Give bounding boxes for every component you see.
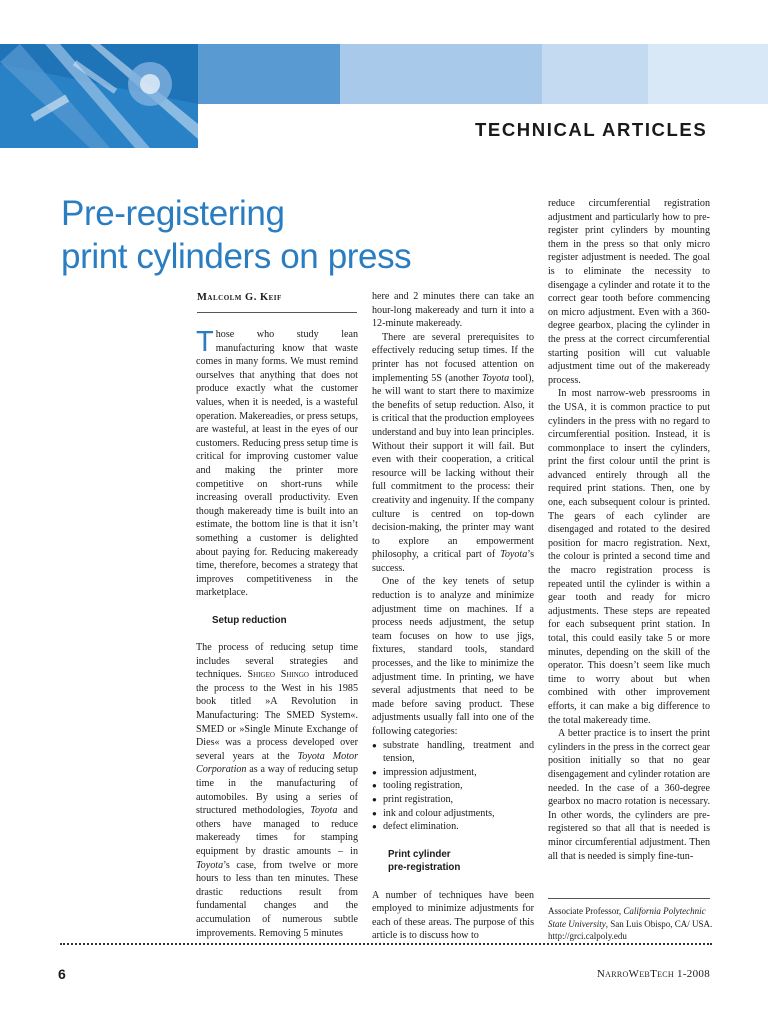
author-footnote: Associate Professor, California Polytechnic State University, San Luis Obispo, CA/ USA. http://grci.calpoly.edu xyxy=(548,906,713,942)
subhead-setup-reduction: Setup reduction xyxy=(212,614,287,626)
author-name: Malcolm G. Keif xyxy=(197,292,282,303)
article-title xyxy=(61,192,481,278)
author-rule xyxy=(197,312,357,313)
list-item: ● defect elimination. xyxy=(372,820,534,834)
intro-paragraph: Those who study lean manufacturing know that waste comes in many forms. We must remind ourselves that anything that does not produce exactly what the customer values, when it is needed, is a wasteful operation. Makereadies, or press setups, are wasteful, at least in the eyes of our customers. Reducing press setup time is critical for improving customer value and making the printer more competitive on short-runs while increasing overall productivity. Even though makeready time is built into an estimate, the bottom line is that it isn’t something a customer is delighted about paying for. Reducing makeready time, therefore, becomes a strategy that improves competitiveness in the marketplace. xyxy=(196,326,358,599)
list-item: ● tooling registration, xyxy=(372,779,534,793)
body-paragraph: A better practice is to insert the print cylinders in the press in the correct gear position initially so that no gear disengagement and cylinder rotation are needed. In the case of a 360-degree gearbox no macro rotation is necessary. In other words, the cylinders are pre-registered so that all that is needed is minor circumferential adjustment. Then all that is needed is simply fine-tun- xyxy=(548,728,710,862)
title-line-2: print cylinders on press xyxy=(61,237,412,276)
header-banner xyxy=(0,0,768,148)
header-photo xyxy=(0,44,198,148)
journal-name: NarroWebTech 1-2008 xyxy=(596,968,710,980)
body-paragraph: reduce circumferential registration adjustment and particularly how to pre-register print cylinders by mounting them in the press so that only micro register adjustment is needed. The goal is to eliminate the necessity to disengage a cylinder and rotate it to the correct gear tooth before commencing on micro adjustment. Even with a 360-degree gearbox, placing the cylinder in the press at the correct circumferential starting position will cut valuable adjustment time out of the makeready process. xyxy=(548,198,710,386)
footer-dotted-rule xyxy=(60,943,712,947)
column-2 xyxy=(372,290,534,943)
body-paragraph: One of the key tenets of setup reduction is to analyze and minimize adjustment time on machines. If a process needs adjustment, the setup team focuses on how to use jigs, fixtures, standard tools, standard processes, and the like to minimize the adjustment time. In printing, we have several adjustments that need to be made before saving product. These adjustments usually fall into one of the following categories: xyxy=(372,576,534,737)
drop-cap: T xyxy=(196,326,214,358)
section-title: TECHNICAL ARTICLES xyxy=(475,119,708,140)
list-item: ● substrate handling, treatment and tension, xyxy=(372,739,534,766)
list-item: ● print registration, xyxy=(372,793,534,807)
body-paragraph: The process of reducing setup time includes several strategies and techniques. Shigeo Shingo introduced the process to the West in his 1985 book titled »A Revolution in Manufacturing: The SMED System«. SMED or »Single Minute Exchange of Dies« was a process developed over several years at the Toyota Motor Corporation as a way of reducing setup time in the manufacturing of automobiles. By using a series of structured methodologies, Toyota and others have managed to reduce makeready times for stamping equipment by drastic amounts – in Toyota’s case, from twelve or more hours to less than ten minutes. These drastic reductions result from fundamental changes and the accumulation of numerous subtle improvements. Removing 5 minutes xyxy=(196,642,359,939)
subhead-pre-registration: Print cylinder pre-registration xyxy=(388,848,461,874)
list-item: ● impression adjustment, xyxy=(372,766,534,780)
list-item: ● ink and colour adjustments, xyxy=(372,807,534,821)
body-paragraph: here and 2 minutes there can take an hour-long makeready and turn it into a 12-minute makeready. xyxy=(372,291,534,330)
body-paragraph: In most narrow-web pressrooms in the USA, it is common practice to put cylinders in the press with no regard to circumferential position. Instead, it is commonplace to insert the cylinders, print the first colour until the print is advanced entirely through all the required print stations. Then, one by one, each subsequent colour is printed. The gears of each cylinder are disengaged and rotated to the desired position for macro registration. Next, the colour is printed a second time and the macro registration process is repeated until the cylinder is within a gear tooth and ready for micro adjustments. These steps are repeated for each subsequent print station. In total, this could easily take 5 or more minutes, depending on the skill of the operator. This doesn’t seem like much time to worry about but when combined with other improvement efforts, it can make a big difference to the total makeready time. xyxy=(548,388,710,726)
column-1 xyxy=(196,328,358,940)
footnote-rule xyxy=(548,898,710,899)
body-paragraph: There are several prerequisites to effectively reducing setup times. If the printer has not focused attention on implementing 5S (another Toyota tool), he will want to start there to maximize the benefits of setup reduction. Also, it is critical that the production employees understand and buy into lean principles. Without their support it will fail. But even with their cooperation, a critical resource will be lacking without their full commitment to the process: their creativity and ingenuity. If the company culture is centred on top-down decision-making, the printer may want to explore an empowerment philosophy, a critical part of Toyota’s success. xyxy=(372,331,534,574)
title-line-1: Pre-registering xyxy=(61,194,285,233)
body-paragraph: A number of techniques have been employed to minimize adjustments for each of these areas. The purpose of this article is to discuss how to xyxy=(372,889,534,942)
page-number: 6 xyxy=(58,966,66,982)
column-3 xyxy=(548,197,710,863)
adjustment-list xyxy=(372,739,534,834)
